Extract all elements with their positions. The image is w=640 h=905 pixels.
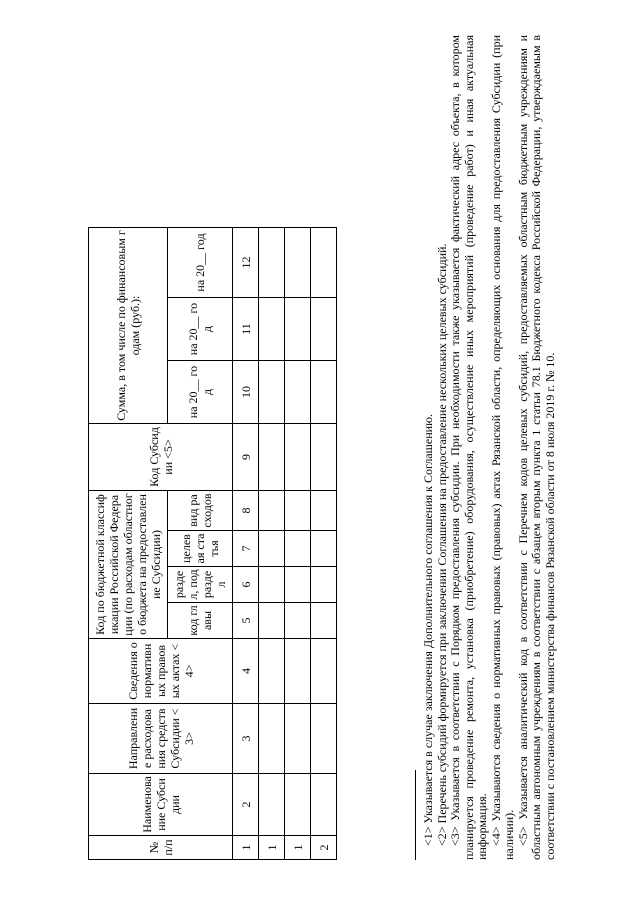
footnote-4: <4> Указываются сведения о нормативных правовых (правовых) актах Рязанской области, определяющих основания для предоставления Субсидии (при наличии). bbox=[488, 35, 516, 860]
footnote-divider bbox=[415, 770, 416, 860]
header-year-2: на 20__ год bbox=[168, 298, 233, 361]
col-number: 1 bbox=[233, 836, 259, 860]
header-num: № п/п bbox=[89, 836, 233, 860]
col-number: 3 bbox=[233, 704, 259, 774]
table-row bbox=[285, 228, 311, 860]
header-code-glav: код главы bbox=[168, 603, 233, 639]
col-number: 6 bbox=[233, 567, 259, 603]
header-sum: Сумма, в том числе по финансовым годам (руб.): bbox=[89, 228, 168, 424]
header-name: Наименование Субсидии bbox=[89, 774, 233, 836]
subsidy-table bbox=[88, 227, 337, 860]
row-number: 1 bbox=[259, 836, 285, 860]
header-row bbox=[89, 228, 168, 860]
header-section: раздел, подраздел bbox=[168, 567, 233, 603]
footnote-2: <2> Перечень субсидий формируется при заключении Соглашения на предоставление нескольких целевых субсидий. bbox=[434, 243, 449, 846]
row-number: 1 bbox=[285, 836, 311, 860]
footnote-5: <5> Указывается аналитический код в соответствии с Перечнем кодов целевых субсидий, предоставляемых областным бюджетным учреждениям и областным автономным учреждениям в соответствии с абзацем вторым пункта 1 статьи 78.1 Бюджетного кодекса Российской Федерации, утверждаемым в соответствии с постановлением министерства финансов Рязанской области от 8 июля 2019 г. № 10. bbox=[515, 35, 557, 860]
header-subsidy-code: Код Субсидии <5> bbox=[89, 424, 233, 491]
col-number: 12 bbox=[233, 228, 259, 298]
header-target: целевая статья bbox=[168, 531, 233, 567]
header-year-3: на 20__ год bbox=[168, 228, 233, 298]
footnote-1: <1> Указывается в случае заключения Дополнительного соглашения к Соглашению. bbox=[421, 413, 435, 846]
table-row bbox=[311, 228, 337, 860]
header-budget-code: Код по бюджетной классификации Российской Федерации (по расходам областного бюджета на предоставление Субсидии) bbox=[89, 491, 168, 639]
table-row bbox=[259, 228, 285, 860]
row-number: 2 bbox=[311, 836, 337, 860]
header-normative: Сведения о нормативных правовых актах <4> bbox=[89, 639, 233, 704]
col-number: 11 bbox=[233, 298, 259, 361]
col-number: 9 bbox=[233, 424, 259, 491]
col-number: 8 bbox=[233, 491, 259, 531]
footnotes bbox=[415, 35, 557, 860]
header-direction: Направление расходования средств Субсидии <3> bbox=[89, 704, 233, 774]
header-expense-type: вид расходов bbox=[168, 491, 233, 531]
col-number: 4 bbox=[233, 639, 259, 704]
col-number: 5 bbox=[233, 603, 259, 639]
col-number: 10 bbox=[233, 361, 259, 424]
column-numbers-row bbox=[233, 228, 259, 860]
rotated-content bbox=[88, 35, 557, 860]
header-year-1: на 20__ год bbox=[168, 361, 233, 424]
col-number: 7 bbox=[233, 531, 259, 567]
col-number: 2 bbox=[233, 774, 259, 836]
footnote-3: <3> Указывается в соответствии с Порядком предоставления субсидии. При необходимости также указывается фактический адрес объекта, в котором планируется проведение ремонта, установка (приобретение) оборудования, осуществление иных мероприятий (проведение работ) и иная актуальная информация. bbox=[448, 35, 489, 860]
